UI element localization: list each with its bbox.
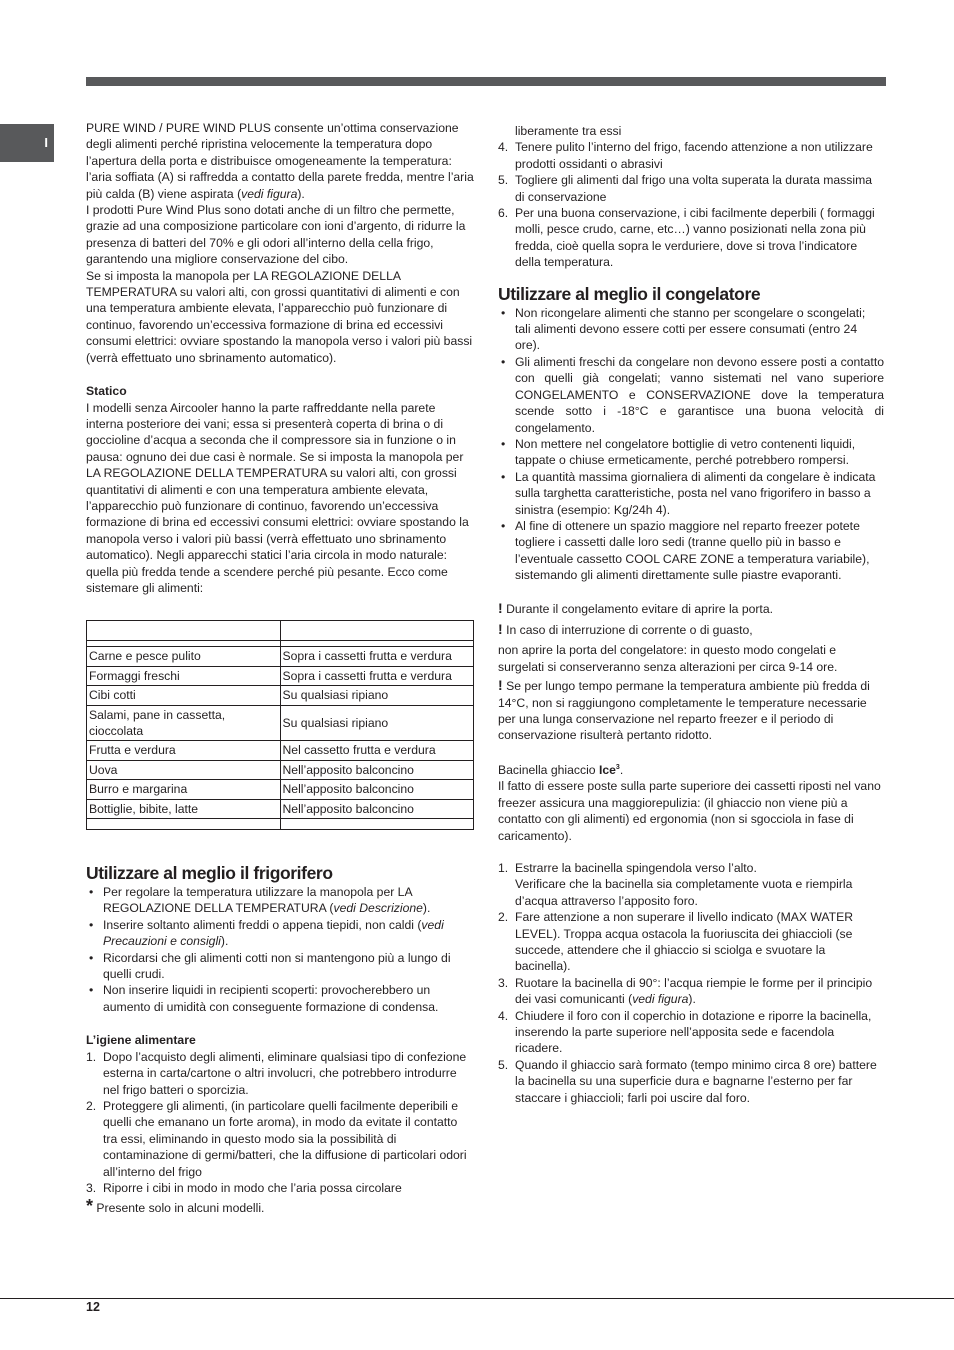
table-row: Bottiglie, bibite, latte Nell’apposito balconcino bbox=[87, 799, 474, 818]
list-item: • Non inserire liquidi in recipienti scoperti: provocherebbero un aumento di umidità con conseguente formazione di condensa. bbox=[86, 982, 474, 1015]
list-item: • Non mettere nel congelatore bottiglie di vetro contenenti liquidi, tappate o chiuse ermeticamente, perché potrebbero rompersi. bbox=[498, 436, 884, 469]
igiene-list bbox=[86, 1049, 474, 1197]
ice-tray-description: Il fatto di essere poste sulla parte superiore dei cassetti riposti nel vano freezer assicura una maggiorepulizia: (il ghiaccio non viene più a contatto con gli alimenti) ed ergonomia (non si sgocciola in fase di caricamento). bbox=[498, 779, 881, 843]
warning-3: ! Se per lungo tempo permane la temperatura ambiente più fredda di 14°C, non si raggiungono completamente le temperature necessarie per una lunga conservazione nel reparto freezer e il periodo di conservazione risulterà pertanto ridotto. bbox=[498, 677, 870, 743]
ice-tray-label: Bacinella ghiaccio Ice$^3$. bbox=[498, 762, 624, 777]
warning-mark: ! bbox=[498, 677, 503, 694]
list-item: 4. Chiudere il foro con il coperchio in dotazione e riporre la bacinella, inserendo la parte superiore nell’apposita sede e facendola ricadere. bbox=[498, 1008, 872, 1056]
intro-paragraph-2: I prodotti Pure Wind Plus sono dotati anche di un filtro che permette, grazie ad una composizione particolare con ioni d’argento, di ridurre la presenza di batteri del 70% e gli odori all’interno della cella frigo, garantendo una migliore conservazione del cibo. bbox=[86, 203, 466, 267]
footer-rule bbox=[0, 1298, 954, 1299]
table-header-row bbox=[87, 621, 474, 641]
congelatore-list bbox=[498, 305, 884, 584]
list-item: • Inserire soltanto alimenti freddi o appena tiepidi, non caldi (vedi Precauzioni e consigli). bbox=[86, 917, 474, 950]
table-row: Salami, pane in cassetta, cioccolata Su qualsiasi ripiano bbox=[87, 705, 474, 741]
list-item: • Per regolare la temperatura utilizzare la manopola per LA REGOLAZIONE DELLA TEMPERATURA (vedi Descrizione). bbox=[86, 884, 474, 917]
table-bottom-spacer bbox=[87, 819, 474, 830]
table-row: Cibi cotti Su qualsiasi ripiano bbox=[87, 686, 474, 705]
warning-mark: ! bbox=[498, 620, 503, 637]
list-item: 2. Proteggere gli alimenti, (in particolare quelli facilmente deperibili e quelli che emanano un forte aroma), in modo da evitate il contatto tra essi, eliminando in questo modo sia la possibilità di contaminazione di germi/batteri, che la diffusione di particolari odori all’interno del frigo bbox=[86, 1098, 467, 1179]
list-item: 5. Quando il ghiaccio sarà formato (tempo minimo circa 8 ore) battere la bacinella su una superficie dura e bagnarne l’esterno per far staccare i ghiaccioli; farli poi uscire dal foro. bbox=[498, 1057, 877, 1105]
list-item: 3. Ruotare la bacinella di 90°: l’acqua riempie le forme per il principio dei vasi comunicanti (vedi figura). bbox=[498, 975, 873, 1007]
table-row: Carne e pesce pulito Sopra i cassetti frutta e verdura bbox=[87, 647, 474, 666]
congelatore-heading: Utilizzare al meglio il congelatore bbox=[498, 283, 761, 304]
warning-1: ! Durante il congelamento evitare di aprire la porta. bbox=[498, 599, 773, 616]
table-row: Formaggi freschi Sopra i cassetti frutta e verdura bbox=[87, 666, 474, 685]
igiene-list-continued bbox=[498, 139, 884, 270]
list-item: • Non ricongelare alimenti che stanno per scongelare o scongelati; tali alimenti devono essere cotti per essere consumati (entro 24 ore). bbox=[498, 305, 884, 354]
right-column bbox=[498, 123, 884, 1106]
ice-steps-list bbox=[498, 860, 884, 1106]
warning-2-continued: non aprire la porta del congelatore: in questo modo congelati e surgelati si conserveranno senza alterazioni per circa 9-14 ore. bbox=[498, 643, 838, 674]
left-column bbox=[86, 120, 474, 1217]
table-row: Uova Nell’apposito balconcino bbox=[87, 760, 474, 779]
list-item: 5. Togliere gli alimenti dal frigo una volta superata la durata massima di conservazione bbox=[498, 173, 873, 204]
statico-heading: Statico bbox=[86, 384, 127, 399]
footnote: * Presente solo in alcuni modelli. bbox=[86, 1196, 265, 1217]
igiene-heading: L’igiene alimentare bbox=[86, 1033, 196, 1048]
list-item: 1. Estrarre la bacinella spingendola verso l’alto. Verificare che la bacinella sia completamente vuota e riempirla d’acqua attraverso l’apposito foro. bbox=[498, 860, 853, 908]
statico-paragraph: I modelli senza Aircooler hanno la parte raffreddante nella parete interna posteriore dei vani; essa si presenterà coperta di brina o di goccioline d’acqua a seconda che il compressore sia in funzione o in pausa: ognuno dei due casi è normale. Se si imposta la manopola per LA REGOLAZIONE DELLA TEMPERATURA su valori alti, con grossi quantitativi di alimenti e con una temperatura ambiente elevata, l’apparecchio può funzionare di continuo, favorendo un’eccessiva formazione di brina ed eccessivi consumi elettrici: ovviare spostando la manopola verso i valori più bassi (verrà effettuato uno sbrinamento automatico). Negli apparecchi statici l’aria circola in modo naturale: quella più fredda tende a scendere perché più pesante. Ecco come sistemare gli alimenti: bbox=[86, 400, 469, 595]
header-bar bbox=[86, 77, 886, 86]
asterisk-mark: * bbox=[86, 1196, 94, 1217]
list-item: • Al fine di ottenere un spazio maggiore nel reparto freezer potete togliere i cassetti dalle loro sedi (tranne quello più in basso e l’eventuale cassetto COOL CARE ZONE a temperatura variabile), sistemando gli alimenti direttamente sulle piastre evaporanti. bbox=[498, 518, 884, 584]
list-item: • La quantità massima giornaliera di alimenti da congelare è indicata sulla targhetta caratteristiche, posta nel vano frigorifero in basso a sinistra (esempio: Kg/24h 4). bbox=[498, 469, 884, 518]
list-item: • Ricordarsi che gli alimenti cotti non si mantengono più a lungo di quelli crudi. bbox=[86, 950, 474, 983]
igiene-continued: liberamente tra essi bbox=[515, 124, 622, 138]
intro-paragraph-1: PURE WIND / PURE WIND PLUS consente un’ottima conservazione degli alimenti perché ripristina velocemente la temperatura dopo l’apertura della porta e distribuisce omogeneamente la temperatura: l’aria soffiata (A) si raffredda a contatto della parete fredda, mentre l’aria più calda (B) viene aspirata (vedi figura). bbox=[86, 121, 474, 201]
frigo-heading: Utilizzare al meglio il frigorifero bbox=[86, 863, 333, 884]
list-item: 3. Riporre i cibi in modo in modo che l’aria possa circolare bbox=[86, 1180, 402, 1195]
list-item: 6. Per una buona conservazione, i cibi facilmente deperbili ( formaggi molli, pesce crudo, carne, etc…) vanno posizionati nella zona più fredda, cioè quella sopra le verduriere, dove si trova l’indicatore della temperatura. bbox=[498, 206, 875, 270]
table-row: Burro e margarina Nell’apposito balconcino bbox=[87, 780, 474, 799]
warning-2: ! In caso di interruzione di corrente o di guasto, bbox=[498, 620, 753, 637]
page-number: 12 bbox=[86, 1300, 100, 1314]
list-item: 2. Fare attenzione a non superare il livello indicato (MAX WATER LEVEL). Troppa acqua ostacola la fuoriuscita dei ghiaccioli (se succede, attendere che il ghiaccio si sciolga e svuotare la bacinella). bbox=[498, 910, 854, 974]
list-item: 4. Tenere pulito l’interno del frigo, facendo attenzione a non utilizzare prodotti ossidanti o abrasivi bbox=[498, 140, 873, 171]
food-placement-table bbox=[86, 620, 474, 830]
frigo-list bbox=[86, 884, 474, 1015]
warning-mark: ! bbox=[498, 599, 503, 616]
list-item: • Gli alimenti freschi da congelare non devono essere posti a contatto con quelli già congelati; vanno sistemati nel vano superiore CONGELAMENTO e CONSERVAZIONE dove la temperatura scende sotto i -18°C e garantisce una buona velocità di congelamento. bbox=[498, 354, 884, 436]
table-row: Frutta e verdura Nel cassetto frutta e verdura bbox=[87, 741, 474, 760]
language-tab: I bbox=[0, 124, 54, 162]
list-item: 1. Dopo l’acquisto degli alimenti, eliminare qualsiasi tipo di confezione esterna in carta/cartone o altri involucri, che potrebbero introdurre nel frigo batteri o sporcizia. bbox=[86, 1049, 467, 1097]
intro-paragraph-3: Se si imposta la manopola per LA REGOLAZIONE DELLA TEMPERATURA su valori alti, con grossi quantitativi di alimenti e con una temperatura ambiente elevata, l’apparecchio può funzionare di continuo, favorendo un’eccessiva formazione di brina ed eccessivi consumi elettrici: ovviare spostando la manopola verso i valori più bassi (verrà effettuato uno sbrinamento automatico). bbox=[86, 268, 473, 365]
ice-brand: Ice bbox=[598, 762, 616, 777]
